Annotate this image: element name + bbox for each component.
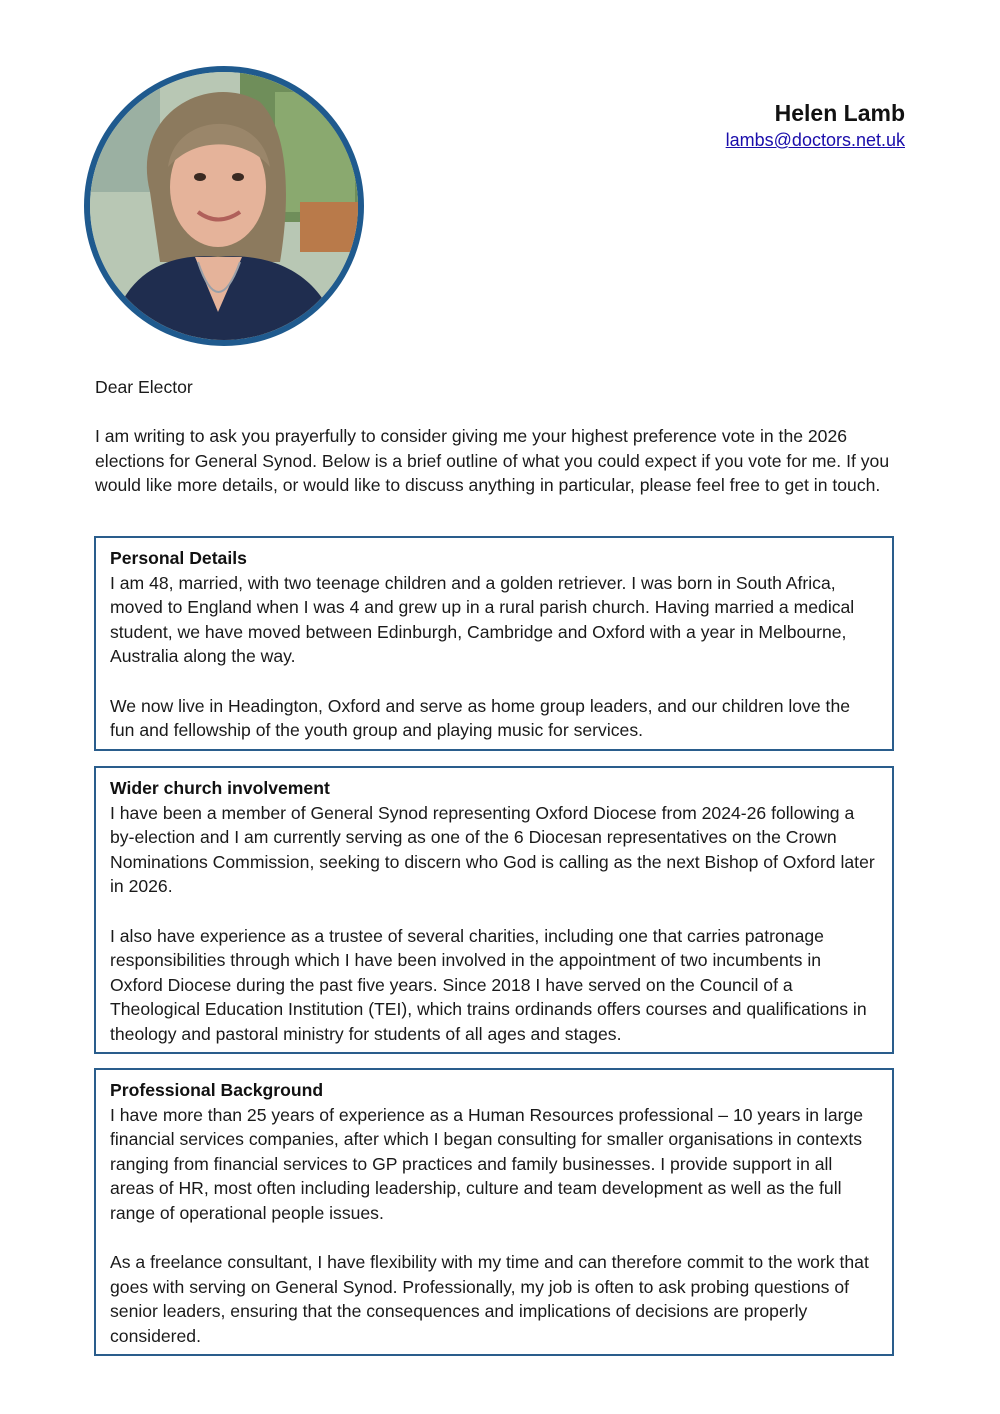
section-title: Personal Details	[110, 548, 247, 568]
section-paragraph: I am 48, married, with two teenage children and a golden retriever. I was born in South Africa, moved to England when I was 4 and grew up in a rural parish church. Having married a medical student, we have moved between Edinburgh, Cambridge and Oxford with a year in Melbourne, Australia along the way.	[110, 572, 855, 667]
wider-church-involvement-section	[94, 766, 894, 1054]
section-paragraph: We now live in Headington, Oxford and serve as home group leaders, and our children love the fun and fellowship of the youth group and playing music for services.	[110, 695, 851, 741]
salutation: Dear Elector	[95, 377, 193, 397]
section-paragraph: I have been a member of General Synod representing Oxford Diocese from 2024-26 following a by-election and I am currently serving as one of the 6 Diocesan representatives on the Crown Nominations Commission, seeking to discern who God is calling as the next Bishop of Oxford later in 2026.	[110, 802, 875, 897]
section-paragraph: I also have experience as a trustee of several charities, including one that carries patronage responsibilities through which I have been involved in the appointment of two incumbents in Oxford Diocese during the past five years. Since 2018 I have served on the Council of a Theological Education Institution (TEI), which trains ordinands offers courses and qualifications in theology and pastoral ministry for students of all ages and stages.	[110, 925, 867, 1044]
section-paragraph: I have more than 25 years of experience as a Human Resources professional – 10 years in large financial services companies, after which I began consulting for smaller organisations in contexts ranging from financial services to GP practices and family businesses. I provide support in all areas of HR, most often including leadership, culture and team development as well as the full range of operational people issues.	[110, 1104, 864, 1223]
candidate-portrait	[84, 66, 364, 346]
contact-block	[726, 98, 905, 152]
candidate-name: Helen Lamb	[774, 100, 905, 126]
professional-background-section	[94, 1068, 894, 1356]
section-paragraph: As a freelance consultant, I have flexibility with my time and can therefore commit to the work that goes with serving on General Synod. Professionally, my job is often to ask probing questions of senior leaders, ensuring that the consequences and implications of decisions are properly considered.	[110, 1252, 869, 1346]
intro-paragraph: I am writing to ask you prayerfully to consider giving me your highest preference vote in the 2026 elections for General Synod. Below is a brief outline of what you could expect if you vote for me. If you would like more details, or would like to discuss anything in particular, please feel free to get in touch.	[95, 426, 890, 496]
email-link[interactable]: lambs@doctors.net.uk	[725, 130, 905, 150]
section-title: Professional Background	[110, 1080, 324, 1100]
section-title: Wider church involvement	[110, 778, 330, 798]
personal-details-section	[94, 536, 894, 751]
